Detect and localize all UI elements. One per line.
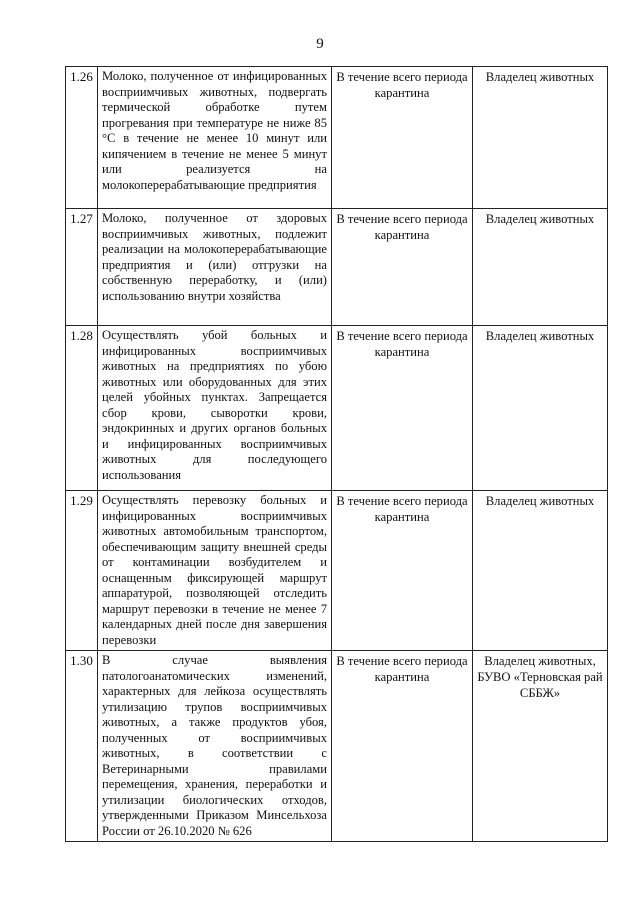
measure-text: В случае выявления патологоанатомических изменений, характерных для лейкоза осуществлять утилизацию трупов восприимчивых животных, а также продуктов убоя, полученных от восприимчивых животных, в соответствии с Ветеринарными правилами перемещения, хранения, переработки и утилизации биологических отходов, утвержденными Приказом Минсельхоза России от 26.10.2020 № 626 [98,651,332,842]
item-number: 1.29 [66,491,98,651]
measure-responsible: Владелец животных [473,67,608,209]
measure-text: Осуществлять убой больных и инфицированных восприимчивых животных на предприятиях по убою животных или оборудованных для этих целей убойных пунктах. Запрещается сбор крови, сыворотки крови, эндокринных и других органов больных и инфицированных восприимчивых животных для последующего использования [98,326,332,491]
measure-text: Молоко, полученное от здоровых восприимчивых животных, подлежит реализации на молокоперерабатывающие предприятия и (или) отгрузки на собственную переработку, и (или) использованию внутри хозяйства [98,209,332,326]
measures-table [65,66,608,842]
measure-text: Осуществлять перевозку больных и инфицированных восприимчивых животных автомобильным транспортом, обеспечивающим защиту внешней среды от контаминации возбудителем и оснащенным фиксирующей маршрут аппаратурой, позволяющей отследить маршрут перевозки в течение не менее 7 календарных дней после дня завершения перевозки [98,491,332,651]
measure-text: Молоко, полученное от инфицированных восприимчивых животных, подвергать термической обработке путем прогревания при температуре не ниже 85 °С в течение не менее 10 минут или кипячением в течение не менее 5 минут или реализуется на молокоперерабатывающие предприятия [98,67,332,209]
item-number: 1.30 [66,651,98,842]
item-number: 1.26 [66,67,98,209]
page-number: 9 [316,36,324,52]
table-row [66,326,608,491]
measure-term: В течение всего периода карантина [332,67,473,209]
item-number: 1.28 [66,326,98,491]
table-row [66,651,608,842]
table-row [66,209,608,326]
table-row [66,67,608,209]
measure-term: В течение всего периода карантина [332,326,473,491]
table-row [66,491,608,651]
measure-term: В течение всего периода карантина [332,491,473,651]
item-number: 1.27 [66,209,98,326]
measure-responsible: Владелец животных, БУВО «Терновская рай СББЖ» [473,651,608,842]
measure-responsible: Владелец животных [473,209,608,326]
measure-responsible: Владелец животных [473,326,608,491]
measure-term: В течение всего периода карантина [332,209,473,326]
measure-responsible: Владелец животных [473,491,608,651]
measure-term: В течение всего периода карантина [332,651,473,842]
